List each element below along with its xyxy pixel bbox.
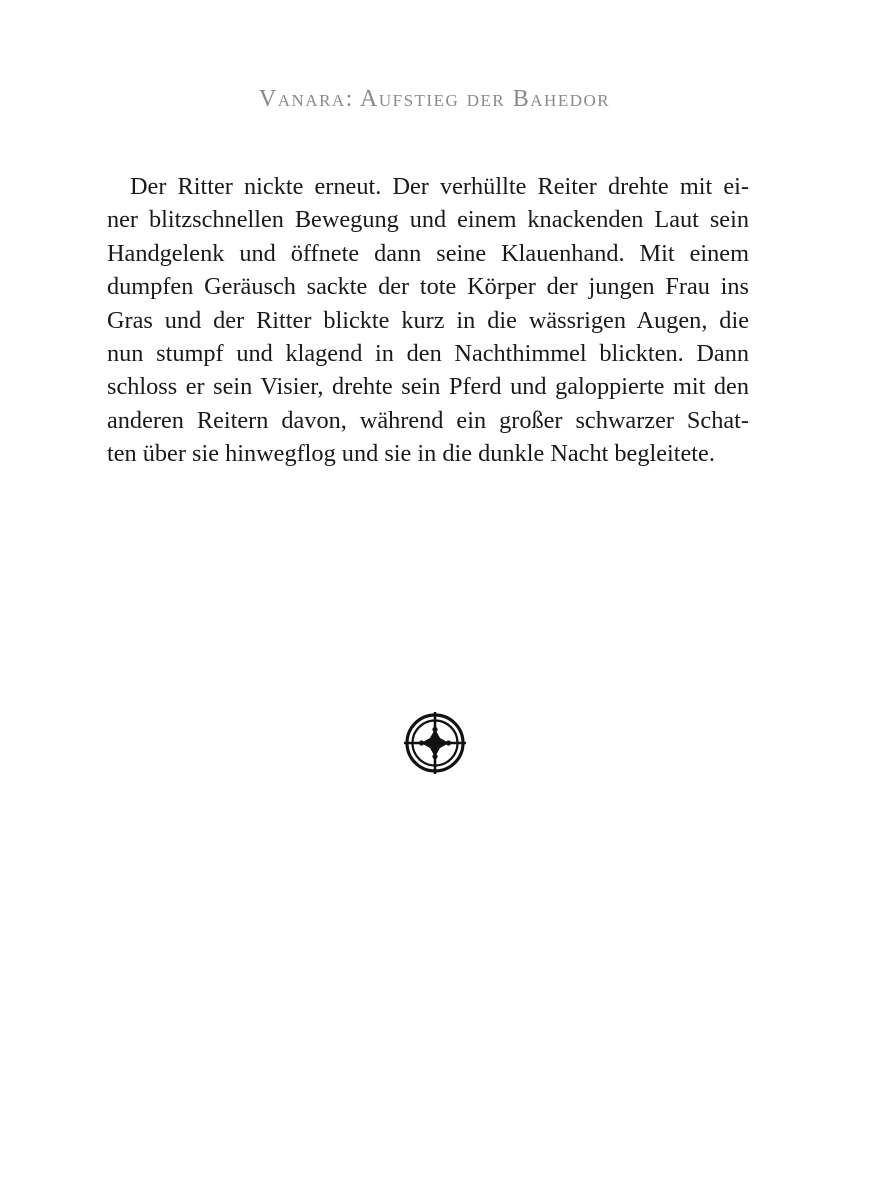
paragraph-line: schloss er sein Visier, drehte sein Pferd und galoppierte mit den — [107, 373, 749, 401]
paragraph-line: anderen Reitern davon, während ein großer schwarzer Schat- — [107, 406, 749, 434]
running-header-title: Vanara: Aufstieg der Bahedor — [258, 86, 611, 112]
body-paragraph — [107, 170, 749, 471]
paragraph-line: Gras und der Ritter blickte kurz in die wässrigen Augen, die — [107, 306, 749, 334]
paragraph-line: dumpfen Geräusch sackte der tote Körper der jungen Frau ins — [107, 273, 749, 301]
paragraph-line: nun stumpf und klagend in den Nachthimmel blickten. Dann — [107, 339, 749, 367]
paragraph-line: ner blitzschnellen Bewegung und einem knackenden Laut sein — [107, 206, 749, 234]
paragraph-line: Der Ritter nickte erneut. Der verhüllte Reiter drehte mit ei- — [130, 173, 749, 200]
paragraph-line: ten über sie hinwegflog und sie in die dunkle Nacht begleitete. — [107, 440, 715, 468]
circular-cross-ornament-icon — [404, 712, 466, 774]
paragraph-line: Handgelenk und öffnete dann seine Klauenhand. Mit einem — [107, 239, 749, 267]
